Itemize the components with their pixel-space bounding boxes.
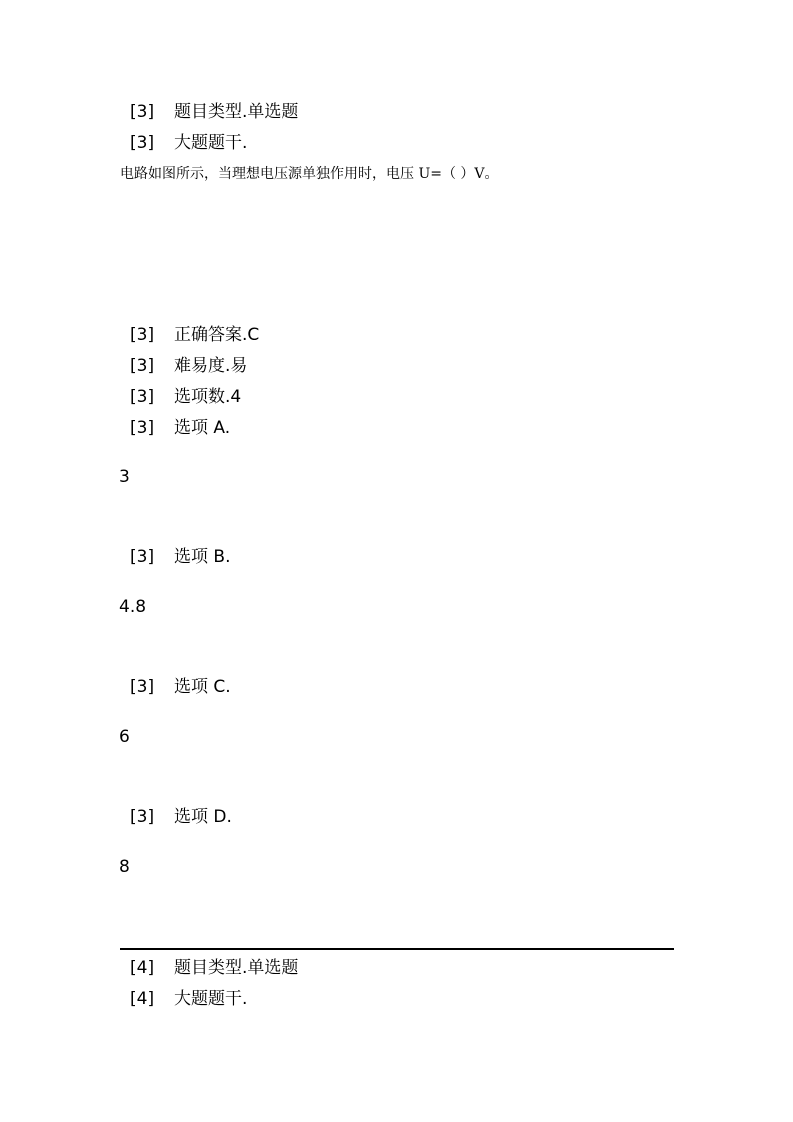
question-type-line: [130, 101, 298, 123]
question-stem: 电路如图所示，当理想电压源单独作用时，电压 U=（ ）V。: [120, 166, 499, 182]
question-number-tag: [3]: [130, 677, 155, 697]
question-number-tag: [3]: [130, 807, 155, 827]
question-divider: [120, 948, 674, 950]
stem-label-text: 大题题干.: [174, 133, 248, 153]
question-number-tag: [3]: [130, 133, 155, 153]
question-number-tag: [3]: [130, 547, 155, 567]
difficulty-line: [130, 355, 247, 377]
question-number-tag: [3]: [130, 387, 155, 407]
option-d-value: 8: [119, 857, 130, 877]
option-a-label: 选项 A.: [174, 418, 231, 438]
question-number-tag: [3]: [130, 325, 155, 345]
option-b-label-line: [130, 546, 230, 568]
question-number-tag: [4]: [130, 989, 155, 1009]
option-count-text: 选项数.4: [174, 387, 242, 407]
difficulty-text: 难易度.易: [174, 356, 248, 376]
question-number-tag: [3]: [130, 356, 155, 376]
question-number-tag: [3]: [130, 418, 155, 438]
correct-answer-text: 正确答案.C: [174, 325, 260, 345]
option-c-label-line: [130, 676, 231, 698]
option-b-value: 4.8: [119, 597, 147, 617]
question-type-line: [130, 957, 298, 979]
option-c-value: 6: [119, 727, 130, 747]
stem-label-line: [130, 132, 247, 154]
question-number-tag: [3]: [130, 102, 155, 122]
option-count-line: [130, 386, 241, 408]
option-a-label-line: [130, 417, 230, 439]
option-a-value: 3: [119, 467, 130, 487]
stem-label-text: 大题题干.: [174, 989, 248, 1009]
stem-label-line: [130, 988, 247, 1010]
question-type-text: 题目类型.单选题: [174, 958, 299, 978]
question-number-tag: [4]: [130, 958, 155, 978]
option-d-label: 选项 D.: [174, 807, 232, 827]
option-b-label: 选项 B.: [174, 547, 231, 567]
option-c-label: 选项 C.: [174, 677, 231, 697]
question-type-text: 题目类型.单选题: [174, 102, 299, 122]
correct-answer-line: [130, 324, 259, 346]
option-d-label-line: [130, 806, 232, 828]
